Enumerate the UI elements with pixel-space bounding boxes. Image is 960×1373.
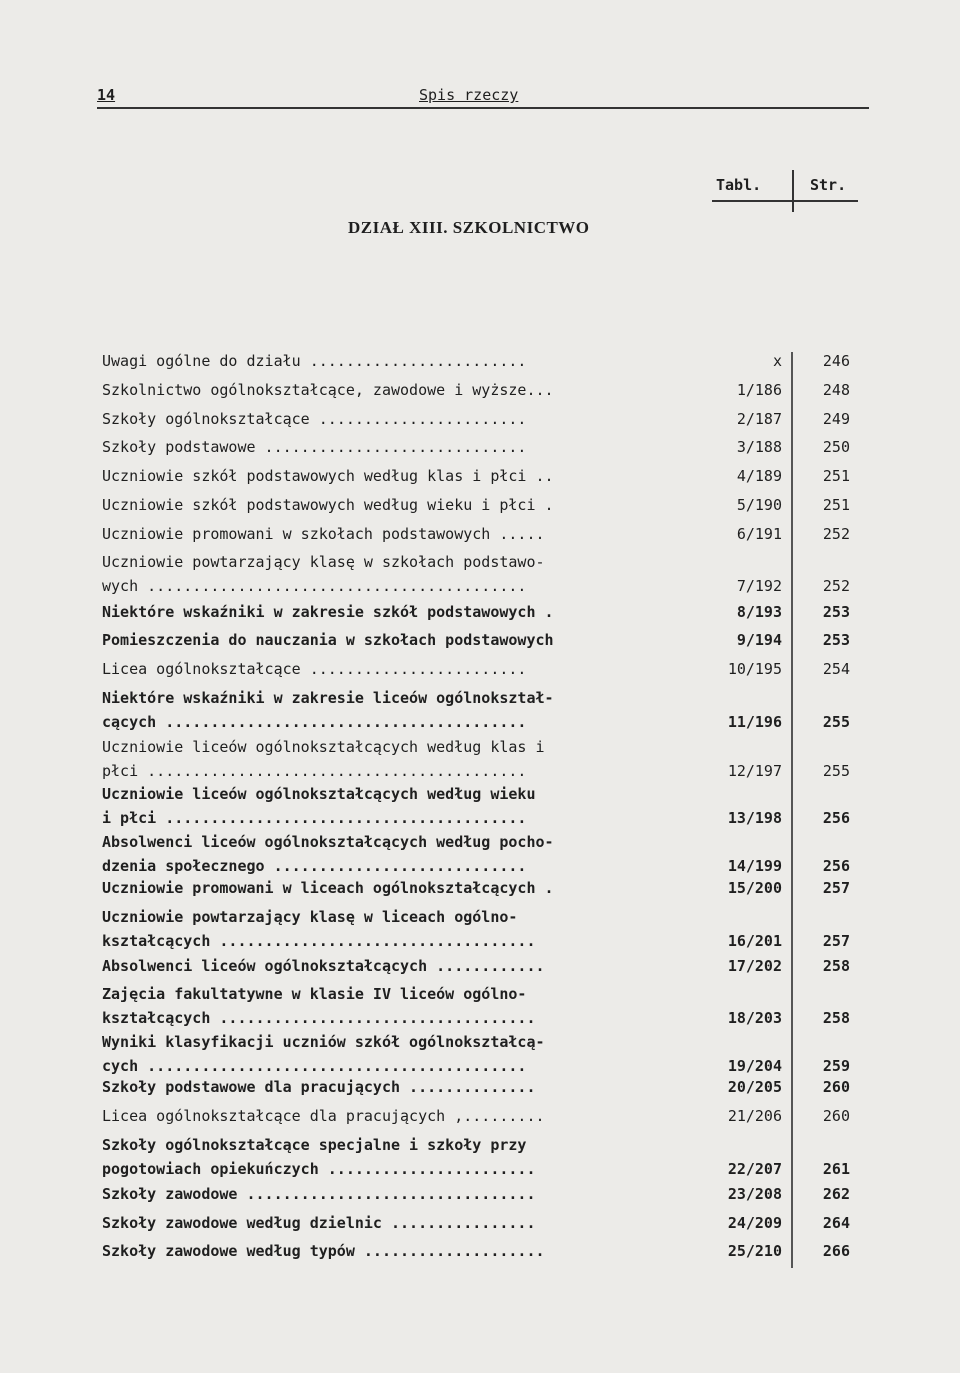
toc-entry-text: Szkoły zawodowe ................................	[102, 1185, 536, 1203]
toc-entry-table-number: 5/190	[736, 496, 782, 514]
toc-entry-text: Szkoły zawodowe według typów ....................	[102, 1242, 545, 1260]
toc-entry-text: kształcących ...................................	[102, 1009, 536, 1027]
toc-entry-text: Uczniowie promowani w szkołach podstawowych .....	[102, 525, 545, 543]
toc-entry-table-number: 18/203	[727, 1009, 782, 1027]
toc-entry-text: Szkoły podstawowe dla pracujących ..............	[102, 1078, 536, 1096]
toc-entry-table-number: 4/189	[736, 467, 782, 485]
toc-entry-text: Absolwenci liceów ogólnokształcących według pocho-	[102, 833, 554, 851]
toc-entry-page-number: 258	[822, 957, 850, 975]
toc-entry-text: Szkolnictwo ogólnokształcące, zawodowe i wyższe...	[102, 381, 554, 399]
toc-entry-table-number: 23/208	[727, 1185, 782, 1203]
toc-entry-table-number: 25/210	[727, 1242, 782, 1260]
toc-entry-text: pogotowiach opiekuńczych .......................	[102, 1160, 536, 1178]
toc-entry-table-number: 21/206	[727, 1107, 782, 1125]
toc-entry-page-number: 261	[822, 1160, 850, 1178]
toc-entry-page-number: 252	[822, 577, 850, 595]
toc-entry-page-number: 260	[822, 1107, 850, 1125]
toc-entry-table-number: 2/187	[736, 410, 782, 428]
toc-entry-text: Uczniowie liceów ogólnokształcących według klas i	[102, 738, 545, 756]
toc-entry-page-number: 249	[822, 410, 850, 428]
toc-entry-table-number: 17/202	[727, 957, 782, 975]
toc-entry-text: dzenia społecznego ............................	[102, 857, 527, 875]
toc-entry-page-number: 250	[822, 438, 850, 456]
toc-entry-table-number: 9/194	[736, 631, 782, 649]
toc-entry-text: Absolwenci liceów ogólnokształcących ............	[102, 957, 545, 975]
toc-entry-page-number: 254	[822, 660, 850, 678]
toc-entry-page-number: 260	[822, 1078, 850, 1096]
toc-entry-page-number: 246	[822, 352, 850, 370]
toc-entry-text: Szkoły ogólnokształcące .......................	[102, 410, 527, 428]
toc-entry-page-number: 256	[822, 809, 850, 827]
toc-entry-page-number: 248	[822, 381, 850, 399]
toc-entry-table-number: 24/209	[727, 1214, 782, 1232]
header-rule	[97, 107, 869, 109]
column-header-divider	[792, 170, 794, 212]
toc-entry-table-number: 14/199	[727, 857, 782, 875]
toc-entry-text: Szkoły zawodowe według dzielnic ................	[102, 1214, 536, 1232]
toc-entry-page-number: 259	[822, 1057, 850, 1075]
toc-entry-text: Uczniowie promowani w liceach ogólnokształcących .	[102, 879, 554, 897]
toc-entry-text: Uwagi ogólne do działu ........................	[102, 352, 527, 370]
toc-entry-text: Licea ogólnokształcące ........................	[102, 660, 527, 678]
toc-entry-text: i płci ........................................	[102, 809, 527, 827]
toc-entry-table-number: x	[772, 352, 782, 370]
column-header-str: Str.	[810, 176, 847, 194]
toc-entry-text: Uczniowie powtarzający klasę w liceach ogólno-	[102, 908, 518, 926]
toc-entry-text: Wyniki klasyfikacji uczniów szkół ogólnokształcą-	[102, 1033, 545, 1051]
toc-entry-page-number: 264	[822, 1214, 850, 1232]
toc-entry-table-number: 16/201	[727, 932, 782, 950]
toc-entry-table-number: 6/191	[736, 525, 782, 543]
toc-entry-page-number: 262	[822, 1185, 850, 1203]
toc-entry-text: Zajęcia fakultatywne w klasie IV liceów ogólno-	[102, 985, 527, 1003]
column-header-underline	[712, 200, 858, 202]
page-header-title: Spis rzeczy	[419, 86, 519, 104]
page-number: 14	[97, 86, 116, 104]
toc-entry-text: Licea ogólnokształcące dla pracujących ,.........	[102, 1107, 545, 1125]
toc-entry-page-number: 266	[822, 1242, 850, 1260]
toc-entry-text: cących ........................................	[102, 713, 527, 731]
toc-entry-table-number: 11/196	[727, 713, 782, 731]
toc-entry-text: Uczniowie powtarzający klasę w szkołach podstawo-	[102, 553, 545, 571]
toc-entry-page-number: 257	[822, 879, 850, 897]
toc-entry-page-number: 255	[822, 713, 850, 731]
toc-entry-page-number: 253	[822, 631, 850, 649]
toc-entry-page-number: 257	[822, 932, 850, 950]
toc-entry-table-number: 7/192	[736, 577, 782, 595]
toc-entry-page-number: 251	[822, 496, 850, 514]
toc-entry-table-number: 1/186	[736, 381, 782, 399]
toc-entry-text: Uczniowie szkół podstawowych według wieku i płci .	[102, 496, 554, 514]
toc-entry-table-number: 12/197	[727, 762, 782, 780]
toc-entry-page-number: 256	[822, 857, 850, 875]
toc-entry-text: Niektóre wskaźniki w zakresie liceów ogólnokształ-	[102, 689, 554, 707]
section-title: DZIAŁ XIII. SZKOLNICTWO	[348, 218, 590, 237]
toc-entry-table-number: 10/195	[727, 660, 782, 678]
toc-entry-text: Niektóre wskaźniki w zakresie szkół podstawowych .	[102, 603, 554, 621]
toc-entry-page-number: 258	[822, 1009, 850, 1027]
toc-entry-text: płci ..........................................	[102, 762, 527, 780]
toc-entry-page-number: 252	[822, 525, 850, 543]
toc-entry-table-number: 22/207	[727, 1160, 782, 1178]
toc-column-divider	[791, 352, 793, 1268]
toc-entry-text: Uczniowie liceów ogólnokształcących według wieku	[102, 785, 536, 803]
toc-entry-table-number: 8/193	[736, 603, 782, 621]
column-header-tabl: Tabl.	[716, 176, 762, 194]
toc-entry-page-number: 255	[822, 762, 850, 780]
toc-entry-table-number: 3/188	[736, 438, 782, 456]
toc-entry-text: Szkoły podstawowe .............................	[102, 438, 527, 456]
toc-entry-text: Uczniowie szkół podstawowych według klas i płci ..	[102, 467, 554, 485]
toc-entry-table-number: 15/200	[727, 879, 782, 897]
toc-entry-text: kształcących ...................................	[102, 932, 536, 950]
toc-entry-text: cych ..........................................	[102, 1057, 527, 1075]
toc-entry-text: Pomieszczenia do nauczania w szkołach podstawowych	[102, 631, 554, 649]
toc-entry-table-number: 19/204	[727, 1057, 782, 1075]
toc-entry-table-number: 20/205	[727, 1078, 782, 1096]
toc-entry-text: wych ..........................................	[102, 577, 527, 595]
toc-entry-page-number: 251	[822, 467, 850, 485]
toc-entry-page-number: 253	[822, 603, 850, 621]
toc-entry-table-number: 13/198	[727, 809, 782, 827]
toc-entry-text: Szkoły ogólnokształcące specjalne i szkoły przy	[102, 1136, 527, 1154]
